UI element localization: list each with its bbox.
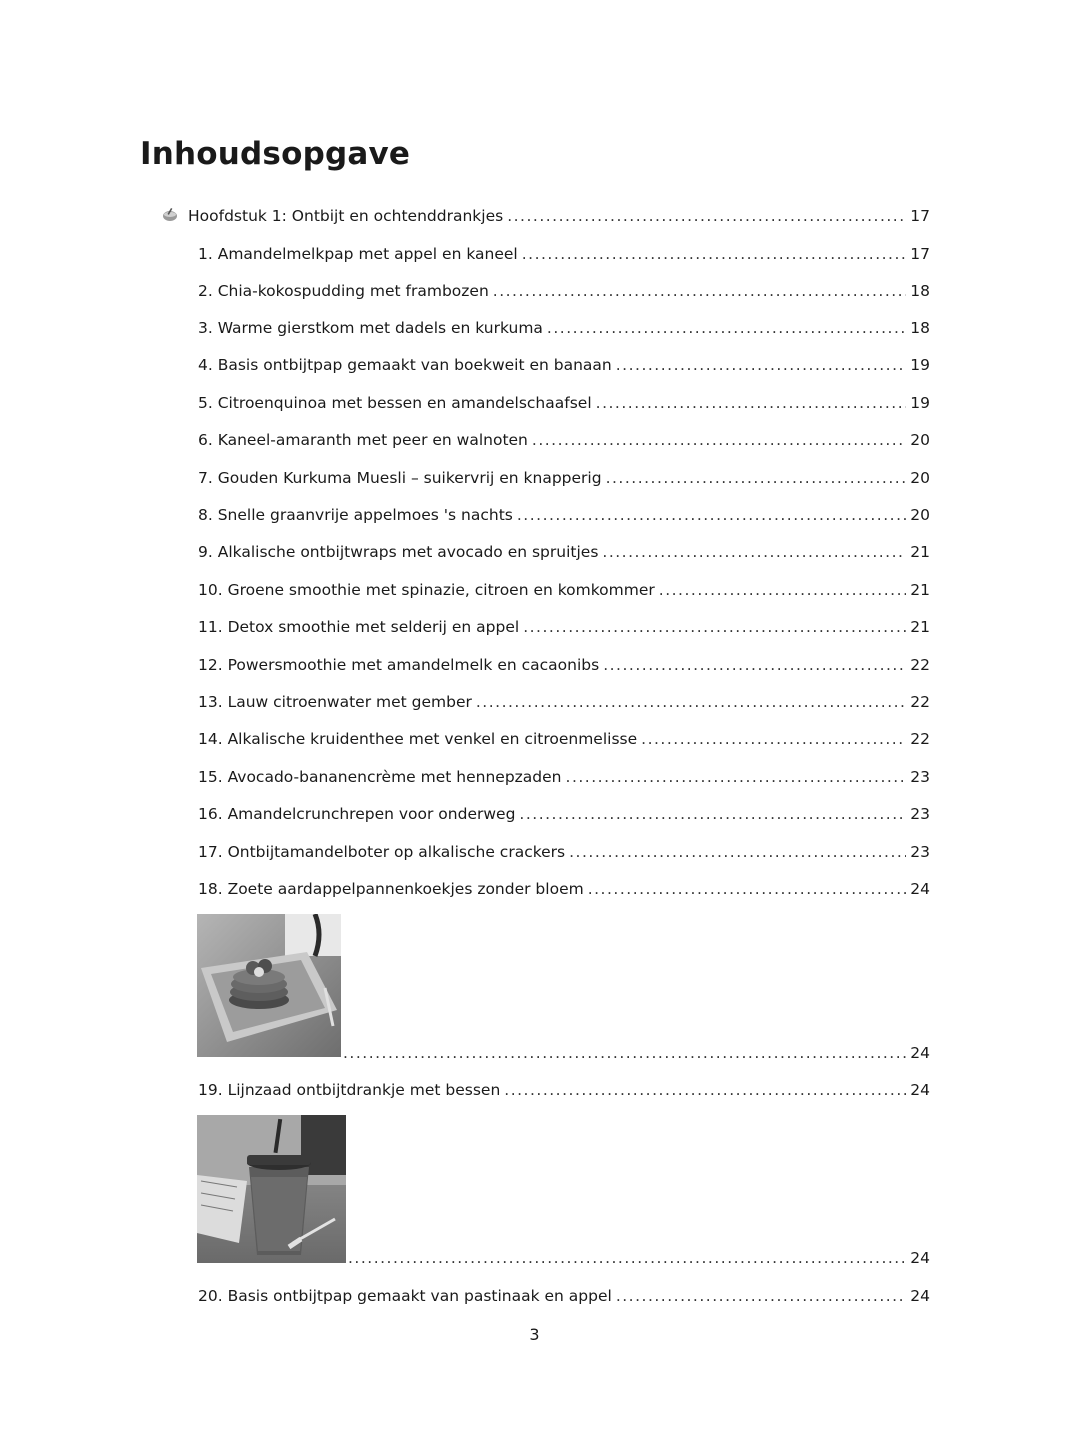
toc-entry-label: 17. Ontbijtamandelboter op alkalische crackers — [198, 843, 566, 861]
toc-leader — [523, 615, 906, 639]
toc-leader — [616, 353, 907, 377]
toc-page-number: 22 — [910, 730, 930, 748]
toc-entry-label: 19. Lijnzaad ontbijtdrankje met bessen — [198, 1081, 501, 1099]
smoothie-cup-photo — [197, 1115, 346, 1263]
toc-entry-label: 3. Warme gierstkom met dadels en kurkuma — [198, 319, 543, 337]
toc-leader — [641, 727, 906, 751]
toc-page-number: 24 — [910, 1249, 930, 1267]
toc-page-number: 24 — [910, 880, 930, 898]
toc-entry[interactable] — [198, 391, 930, 415]
toc-page-number: 21 — [910, 543, 930, 561]
toc-entry-label: 2. Chia-kokospudding met frambozen — [198, 282, 489, 300]
toc-entry[interactable] — [198, 353, 930, 377]
toc-chapter-label: Hoofdstuk 1: Ontbijt en ochtenddrankjes — [188, 207, 504, 225]
toc-page-number: 18 — [910, 319, 930, 337]
toc-page-number: 20 — [910, 469, 930, 487]
toc-entry[interactable] — [198, 615, 930, 639]
toc-entry-label: 20. Basis ontbijtpap gemaakt van pastinaak en appel — [198, 1287, 612, 1305]
toc-leader — [493, 279, 906, 303]
toc-entry[interactable] — [198, 466, 930, 490]
toc-leader — [522, 242, 907, 266]
pancakes-photo — [197, 914, 341, 1057]
toc-entry[interactable] — [198, 540, 930, 564]
toc-entry[interactable] — [198, 802, 930, 826]
page-number: 3 — [529, 1325, 540, 1344]
toc-entry-label: 11. Detox smoothie met selderij en appel — [198, 618, 520, 636]
toc-entry[interactable] — [198, 840, 930, 864]
toc-leader — [343, 1041, 906, 1065]
toc-leader — [616, 1284, 906, 1308]
toc-entry-label: 14. Alkalische kruidenthee met venkel en citroenmelisse — [198, 730, 638, 748]
toc-leader — [476, 690, 906, 714]
toc-entry[interactable] — [198, 690, 930, 714]
toc-leader — [569, 840, 906, 864]
toc-leader — [602, 540, 906, 564]
toc-page-number: 18 — [910, 282, 930, 300]
toc-page-number: 23 — [910, 805, 930, 823]
toc-page-number: 17 — [910, 245, 930, 263]
toc-entry-label: 1. Amandelmelkpap met appel en kaneel — [198, 245, 518, 263]
bowl-icon — [162, 206, 178, 222]
toc-entry[interactable] — [198, 1078, 930, 1102]
toc-entry-label: 4. Basis ontbijtpap gemaakt van boekweit en banaan — [198, 356, 612, 374]
toc-page-number: 22 — [910, 656, 930, 674]
toc-leader — [596, 391, 907, 415]
toc-page-number: 21 — [910, 581, 930, 599]
toc-entry-label: 8. Snelle graanvrije appelmoes 's nachts — [198, 506, 513, 524]
toc-leader — [348, 1246, 906, 1270]
toc-entry[interactable] — [198, 242, 930, 266]
toc-entry[interactable] — [198, 765, 930, 789]
toc-entry-label: 6. Kaneel-amaranth met peer en walnoten — [198, 431, 528, 449]
toc-page-number: 24 — [910, 1287, 930, 1305]
toc-entry[interactable] — [198, 1284, 930, 1308]
toc-leader — [547, 316, 906, 340]
toc-leader — [504, 1078, 906, 1102]
toc-page-number: 22 — [910, 693, 930, 711]
toc-entry-label: 15. Avocado-bananencrème met hennepzaden — [198, 768, 562, 786]
toc-entry[interactable] — [198, 428, 930, 452]
toc-page-number: 24 — [910, 1081, 930, 1099]
toc-image-entry[interactable] — [343, 1041, 930, 1065]
toc-page-number: 17 — [910, 207, 930, 225]
toc-leader — [603, 653, 906, 677]
toc-page-number: 23 — [910, 768, 930, 786]
toc-leader — [566, 765, 907, 789]
toc-entry-label: 13. Lauw citroenwater met gember — [198, 693, 472, 711]
toc-entry[interactable] — [198, 503, 930, 527]
toc-page-number: 23 — [910, 843, 930, 861]
toc-entry-label: 12. Powersmoothie met amandelmelk en cacaonibs — [198, 656, 600, 674]
toc-entry[interactable] — [198, 877, 930, 901]
toc-entry[interactable] — [198, 279, 930, 303]
toc-page-number: 19 — [910, 356, 930, 374]
toc-page-number: 24 — [910, 1044, 930, 1062]
toc-leader — [507, 204, 906, 228]
toc-page-number: 19 — [910, 394, 930, 412]
toc-leader — [588, 877, 907, 901]
toc-leader — [659, 578, 907, 602]
toc-leader — [517, 503, 906, 527]
toc-entry-label: 9. Alkalische ontbijtwraps met avocado en spruitjes — [198, 543, 599, 561]
toc-entry[interactable] — [198, 653, 930, 677]
toc-entry[interactable] — [198, 578, 930, 602]
toc-entry-label: 18. Zoete aardappelpannenkoekjes zonder bloem — [198, 880, 584, 898]
toc-page-number: 20 — [910, 431, 930, 449]
toc-leader — [606, 466, 907, 490]
toc-entry-label: 5. Citroenquinoa met bessen en amandelschaafsel — [198, 394, 592, 412]
toc-leader — [532, 428, 906, 452]
toc-entry-label: 16. Amandelcrunchrepen voor onderweg — [198, 805, 516, 823]
toc-page-number: 20 — [910, 506, 930, 524]
toc-entry-label: 7. Gouden Kurkuma Muesli – suikervrij en knapperig — [198, 469, 602, 487]
toc-image-entry[interactable] — [348, 1246, 930, 1270]
toc-entry-label: 10. Groene smoothie met spinazie, citroen en komkommer — [198, 581, 655, 599]
toc-leader — [519, 802, 906, 826]
toc-entry[interactable] — [198, 316, 930, 340]
toc-page-number: 21 — [910, 618, 930, 636]
toc-chapter-row[interactable] — [162, 204, 930, 228]
page-title: Inhoudsopgave — [140, 136, 411, 172]
toc-entry[interactable] — [198, 727, 930, 751]
